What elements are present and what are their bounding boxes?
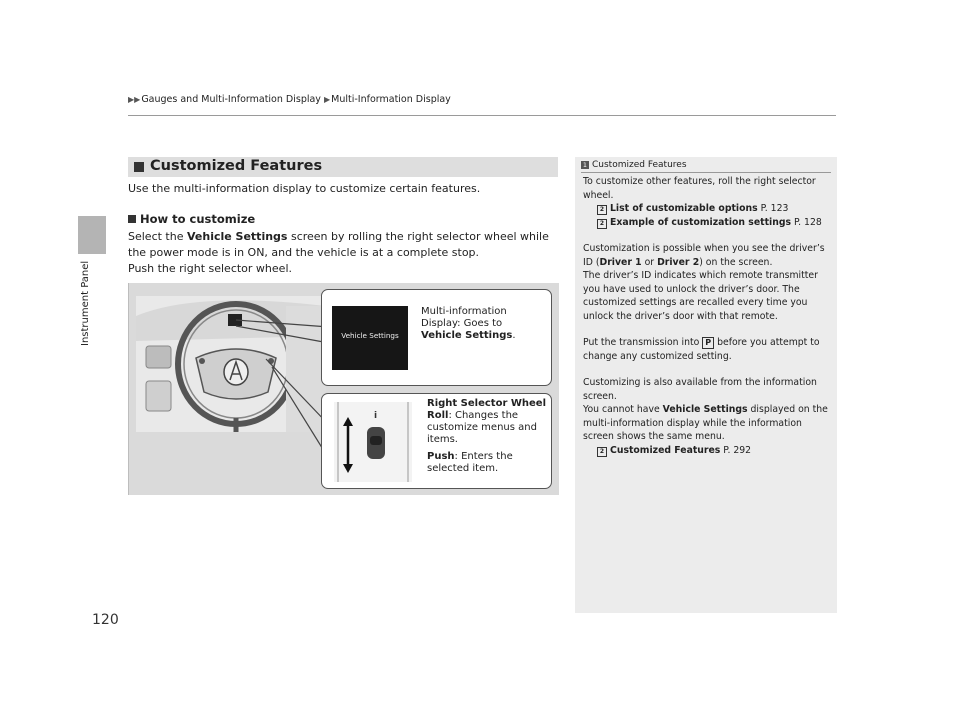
header-divider [128, 115, 836, 116]
side-note-paragraph: The driver’s ID indicates which remote transmitter you have used to unlock the driver’s door. The customized settings are recalled every time you unlock the driver’s door with that remote. [583, 270, 818, 322]
breadcrumb-part-1: Gauges and Multi-Information Display [141, 94, 321, 105]
ref-title: Customized Features [610, 444, 721, 456]
side-note-paragraph [583, 403, 833, 444]
note-number-icon: 1 [582, 161, 588, 169]
dashboard-figure [128, 283, 559, 495]
breadcrumb-arrow-icon: ▶▶ [128, 95, 141, 104]
right-selector-wheel-label [427, 398, 553, 475]
mid-label-bold: Vehicle Settings [421, 330, 513, 341]
side-note-title: Customized Features [592, 160, 687, 170]
sub-heading [128, 212, 255, 226]
side-note-paragraph [583, 336, 833, 363]
instr-text-2: Push the right selector wheel. [128, 262, 292, 275]
p3-text: before you attempt to change any customized setting. [583, 337, 820, 362]
instr-bold: Vehicle Settings [186, 230, 288, 243]
side-note-heading [581, 160, 687, 170]
chapter-tab [78, 216, 106, 254]
ref-title: List of customizable options [610, 203, 758, 214]
sub-heading-text: How to customize [140, 212, 256, 226]
selector-wheel-icon [334, 402, 412, 482]
svg-text:i: i [374, 411, 378, 421]
display-screen-text: Vehicle Settings [341, 331, 399, 340]
p5-bold: Vehicle Settings [662, 404, 748, 415]
side-note-paragraph [583, 242, 833, 269]
intro-text: Use the multi-information display to customize certain features. [128, 182, 481, 195]
cross-reference-icon: 2 [597, 205, 607, 215]
right-selector-wheel-callout [321, 393, 552, 489]
p2-text: ) on the screen. [699, 256, 773, 268]
breadcrumb [128, 94, 451, 105]
mid-label-line: Multi-information [421, 306, 507, 317]
cross-reference-link[interactable] [583, 444, 833, 458]
section-title: Customized Features [150, 158, 323, 174]
mid-label-period: . [512, 330, 516, 341]
p5-text: displayed on the multi-information display while the information screen shows the same menu. [583, 404, 828, 442]
cross-reference-link[interactable] [583, 216, 833, 230]
display-screen [332, 306, 408, 370]
rsw-roll-text: : Changes the customize menus and items. [427, 410, 537, 445]
p3-text: Put the transmission into [583, 337, 703, 348]
cross-reference-link[interactable] [583, 202, 833, 216]
instr-text: screen by rolling the right selector wheel while the power mode is in ON, and the vehicle is at a complete stop. [128, 230, 549, 259]
instructions [128, 229, 558, 277]
cross-reference-icon: 2 [597, 447, 607, 457]
square-bullet-icon [128, 215, 136, 223]
p2-text: Customization is possible when you see the driver’s ID ( [583, 243, 825, 268]
park-gear-icon: P [702, 337, 714, 349]
side-note-body [583, 175, 833, 457]
ref-page: P. 128 [791, 216, 822, 228]
breadcrumb-part-2: Multi-Information Display [331, 94, 451, 105]
multi-info-display-label [421, 306, 516, 342]
rsw-push: Push [427, 451, 455, 462]
ref-title: Example of customization settings [610, 216, 792, 228]
side-note-divider [581, 172, 831, 173]
multi-info-display-callout [321, 289, 552, 386]
p2-text: or [641, 256, 658, 268]
rsw-roll: Roll [427, 410, 449, 421]
side-note-paragraph: Customizing is also available from the information screen. [583, 377, 817, 402]
breadcrumb-arrow-icon: ▶ [323, 95, 331, 104]
ref-page: P. 292 [720, 444, 752, 456]
section-heading [128, 157, 558, 177]
instr-text: Select the [128, 230, 187, 243]
square-bullet-icon [134, 162, 144, 172]
side-note [575, 157, 837, 613]
rsw-push-text: : Enters the selected item. [427, 451, 513, 474]
p5-text: You cannot have [583, 404, 663, 415]
mid-label-line: Display: Goes to [421, 318, 503, 329]
side-note-paragraph: To customize other features, roll the right selector wheel. [583, 176, 816, 201]
chapter-label-text: Instrument Panel [80, 260, 91, 346]
page-number: 120 [92, 612, 119, 628]
selector-wheel-illustration [334, 402, 412, 482]
p2-driver2: Driver 2 [657, 256, 700, 268]
rsw-title: Right Selector Wheel [427, 398, 546, 409]
p2-driver1: Driver 1 [599, 256, 642, 268]
cross-reference-icon: 2 [597, 219, 607, 229]
ref-page: P. 123 [757, 203, 789, 214]
